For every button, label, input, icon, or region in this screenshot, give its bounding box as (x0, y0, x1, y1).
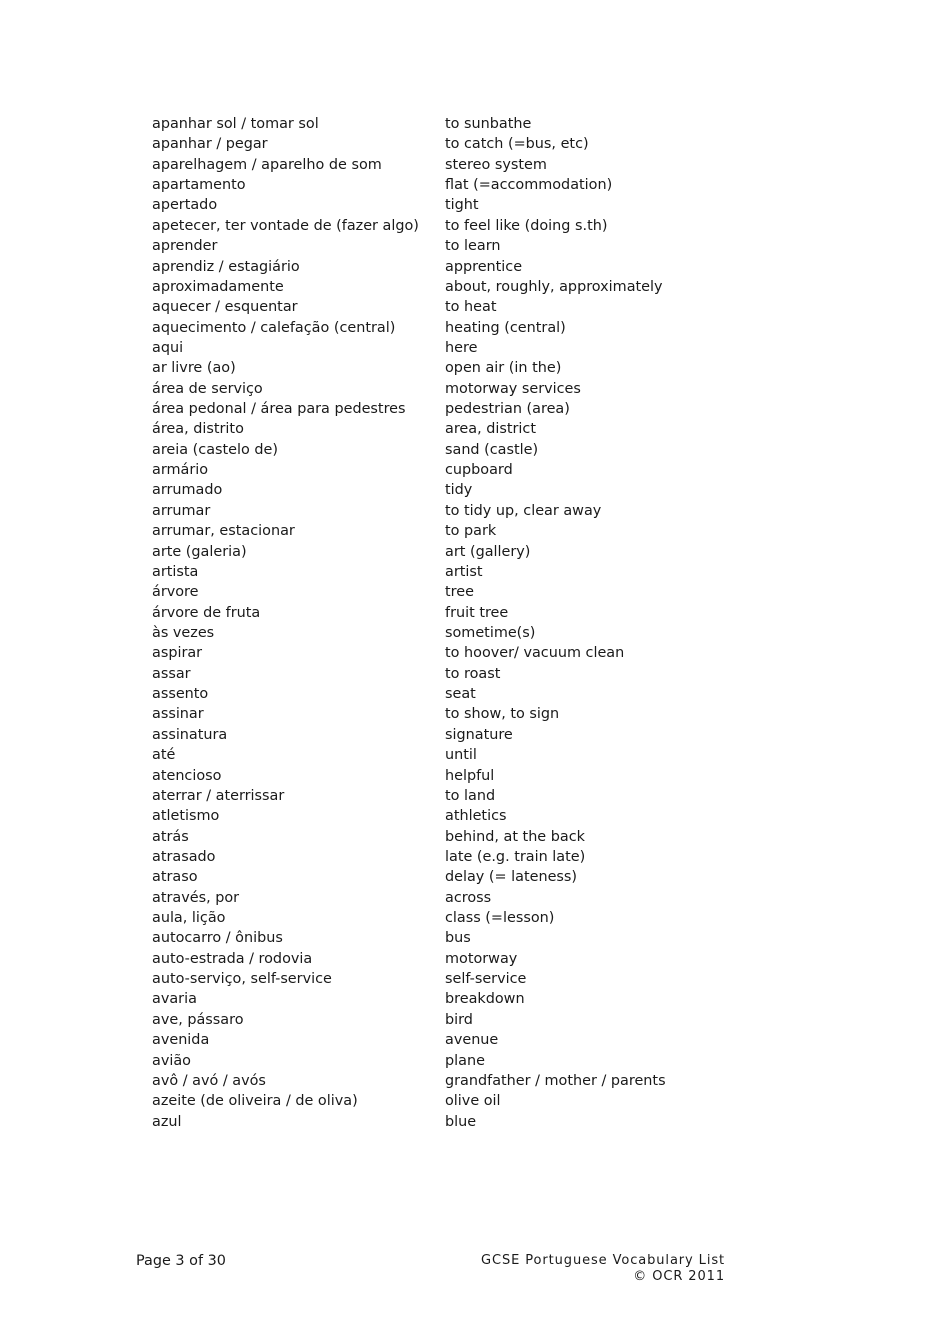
english-translation: motorway (445, 950, 518, 967)
english-translation: to roast (445, 665, 501, 682)
vocab-row (152, 521, 712, 541)
english-translation: here (445, 339, 478, 356)
portuguese-term: aprendiz / estagiário (152, 258, 300, 275)
english-translation: seat (445, 686, 476, 703)
english-translation: across (445, 889, 492, 906)
english-translation: tight (445, 197, 479, 214)
vocab-row (152, 175, 712, 195)
portuguese-term: arrumar, estacionar (152, 523, 295, 540)
english-translation: plane (445, 1052, 485, 1069)
english-translation: olive oil (445, 1093, 501, 1110)
portuguese-term: aquecer / esquentar (152, 299, 298, 316)
footer-info (481, 1253, 725, 1285)
vocabulary-list (152, 114, 712, 1132)
vocab-row (152, 379, 712, 399)
vocab-row (152, 623, 712, 643)
vocab-row (152, 1071, 712, 1091)
portuguese-term: aterrar / aterrissar (152, 787, 285, 804)
vocab-row (152, 725, 712, 745)
vocab-row (152, 745, 712, 765)
portuguese-term: área pedonal / área para pedestres (152, 401, 406, 418)
english-translation: athletics (445, 808, 507, 825)
portuguese-term: atrás (152, 828, 189, 845)
vocab-row (152, 501, 712, 521)
portuguese-term: área, distrito (152, 421, 244, 438)
portuguese-term: avião (152, 1052, 191, 1069)
english-translation: blue (445, 1113, 477, 1130)
vocab-row (152, 847, 712, 867)
vocab-row (152, 806, 712, 826)
vocab-row (152, 908, 712, 928)
english-translation: to feel like (doing s.th) (445, 217, 608, 234)
portuguese-term: arrumar (152, 502, 211, 519)
english-translation: to catch (=bus, etc) (445, 136, 589, 153)
vocab-row (152, 216, 712, 236)
portuguese-term: ave, pássaro (152, 1011, 244, 1028)
english-translation: grandfather / mother / parents (445, 1072, 666, 1089)
english-translation: apprentice (445, 258, 523, 275)
vocab-row (152, 786, 712, 806)
portuguese-term: auto-estrada / rodovia (152, 950, 313, 967)
english-translation: until (445, 747, 477, 764)
portuguese-term: às vezes (152, 624, 215, 641)
vocab-row (152, 582, 712, 602)
vocab-row (152, 603, 712, 623)
portuguese-term: até (152, 747, 176, 764)
portuguese-term: atrasado (152, 848, 216, 865)
english-translation: to hoover/ vacuum clean (445, 645, 625, 662)
portuguese-term: aprender (152, 238, 218, 255)
english-translation: helpful (445, 767, 495, 784)
vocab-row (152, 236, 712, 256)
portuguese-term: armário (152, 462, 209, 479)
vocab-row (152, 460, 712, 480)
vocab-row (152, 297, 712, 317)
english-translation: class (=lesson) (445, 910, 555, 927)
portuguese-term: arte (galeria) (152, 543, 247, 560)
english-translation: area, district (445, 421, 536, 438)
portuguese-term: autocarro / ônibus (152, 930, 283, 947)
vocab-row (152, 704, 712, 724)
vocab-row (152, 1030, 712, 1050)
vocab-row (152, 928, 712, 948)
english-translation: sand (castle) (445, 441, 539, 458)
english-translation: artist (445, 563, 483, 580)
page-number: Page 3 of 30 (136, 1253, 226, 1269)
english-translation: to land (445, 787, 496, 804)
portuguese-term: atraso (152, 869, 198, 886)
portuguese-term: atletismo (152, 808, 220, 825)
vocab-row (152, 827, 712, 847)
portuguese-term: através, por (152, 889, 240, 906)
portuguese-term: auto-serviço, self-service (152, 971, 332, 988)
copyright: © OCR 2011 (633, 1269, 725, 1284)
english-translation: behind, at the back (445, 828, 585, 845)
english-translation: motorway services (445, 380, 581, 397)
portuguese-term: apertado (152, 197, 218, 214)
english-translation: cupboard (445, 462, 513, 479)
vocab-row (152, 643, 712, 663)
portuguese-term: assento (152, 686, 209, 703)
vocab-row (152, 867, 712, 887)
english-translation: to park (445, 523, 497, 540)
vocab-row (152, 1112, 712, 1132)
portuguese-term: assinar (152, 706, 204, 723)
portuguese-term: ar livre (ao) (152, 360, 236, 377)
portuguese-term: aula, lição (152, 910, 226, 927)
portuguese-term: apetecer, ter vontade de (fazer algo) (152, 217, 419, 234)
vocab-row (152, 338, 712, 358)
portuguese-term: arrumado (152, 482, 223, 499)
english-translation: breakdown (445, 991, 525, 1008)
english-translation: to learn (445, 238, 501, 255)
portuguese-term: avaria (152, 991, 197, 1008)
portuguese-term: aproximadamente (152, 278, 284, 295)
portuguese-term: aparelhagem / aparelho de som (152, 156, 382, 173)
english-translation: bus (445, 930, 471, 947)
vocab-row (152, 766, 712, 786)
portuguese-term: árvore de fruta (152, 604, 261, 621)
english-translation: flat (=accommodation) (445, 177, 613, 194)
portuguese-term: apanhar sol / tomar sol (152, 116, 319, 132)
english-translation: heating (central) (445, 319, 566, 336)
vocab-row (152, 1051, 712, 1071)
english-translation: fruit tree (445, 604, 509, 621)
english-translation: pedestrian (area) (445, 401, 570, 418)
portuguese-term: árvore (152, 584, 199, 601)
document-title: GCSE Portuguese Vocabulary List (481, 1253, 725, 1268)
english-translation: sometime(s) (445, 624, 536, 641)
portuguese-term: aspirar (152, 645, 203, 662)
english-translation: avenue (445, 1032, 499, 1049)
vocab-row (152, 195, 712, 215)
english-translation: to show, to sign (445, 706, 560, 723)
vocab-row (152, 542, 712, 562)
vocab-row (152, 1091, 712, 1111)
portuguese-term: apartamento (152, 177, 246, 194)
vocab-row (152, 480, 712, 500)
portuguese-term: avô / avó / avós (152, 1072, 266, 1089)
portuguese-term: apanhar / pegar (152, 136, 268, 153)
english-translation: to sunbathe (445, 116, 532, 132)
vocab-row (152, 358, 712, 378)
vocab-row (152, 989, 712, 1009)
vocab-row (152, 277, 712, 297)
vocab-row (152, 684, 712, 704)
english-translation: late (e.g. train late) (445, 848, 586, 865)
vocab-row (152, 969, 712, 989)
english-translation: art (gallery) (445, 543, 531, 560)
vocab-row (152, 562, 712, 582)
portuguese-term: azul (152, 1113, 182, 1130)
english-translation: signature (445, 726, 513, 743)
portuguese-term: assar (152, 665, 191, 682)
english-translation: open air (in the) (445, 360, 562, 377)
english-translation: stereo system (445, 156, 547, 173)
vocab-row (152, 664, 712, 684)
vocab-row (152, 888, 712, 908)
english-translation: tree (445, 584, 474, 601)
portuguese-term: atencioso (152, 767, 222, 784)
vocab-row (152, 440, 712, 460)
english-translation: bird (445, 1011, 473, 1028)
portuguese-term: azeite (de oliveira / de oliva) (152, 1093, 358, 1110)
portuguese-term: aquecimento / calefação (central) (152, 319, 396, 336)
vocab-row (152, 155, 712, 175)
portuguese-term: avenida (152, 1032, 210, 1049)
english-translation: self-service (445, 971, 527, 988)
english-translation: to heat (445, 299, 497, 316)
vocab-row (152, 949, 712, 969)
portuguese-term: artista (152, 563, 199, 580)
english-translation: about, roughly, approximately (445, 278, 663, 295)
vocab-row (152, 1010, 712, 1030)
portuguese-term: areia (castelo de) (152, 441, 278, 458)
vocab-row (152, 134, 712, 154)
portuguese-term: área de serviço (152, 380, 263, 397)
vocab-row (152, 257, 712, 277)
vocab-row (152, 114, 712, 134)
english-translation: delay (= lateness) (445, 869, 578, 886)
english-translation: to tidy up, clear away (445, 502, 602, 519)
portuguese-term: assinatura (152, 726, 228, 743)
english-translation: tidy (445, 482, 473, 499)
portuguese-term: aqui (152, 339, 184, 356)
vocab-row (152, 419, 712, 439)
vocab-row (152, 318, 712, 338)
vocab-row (152, 399, 712, 419)
